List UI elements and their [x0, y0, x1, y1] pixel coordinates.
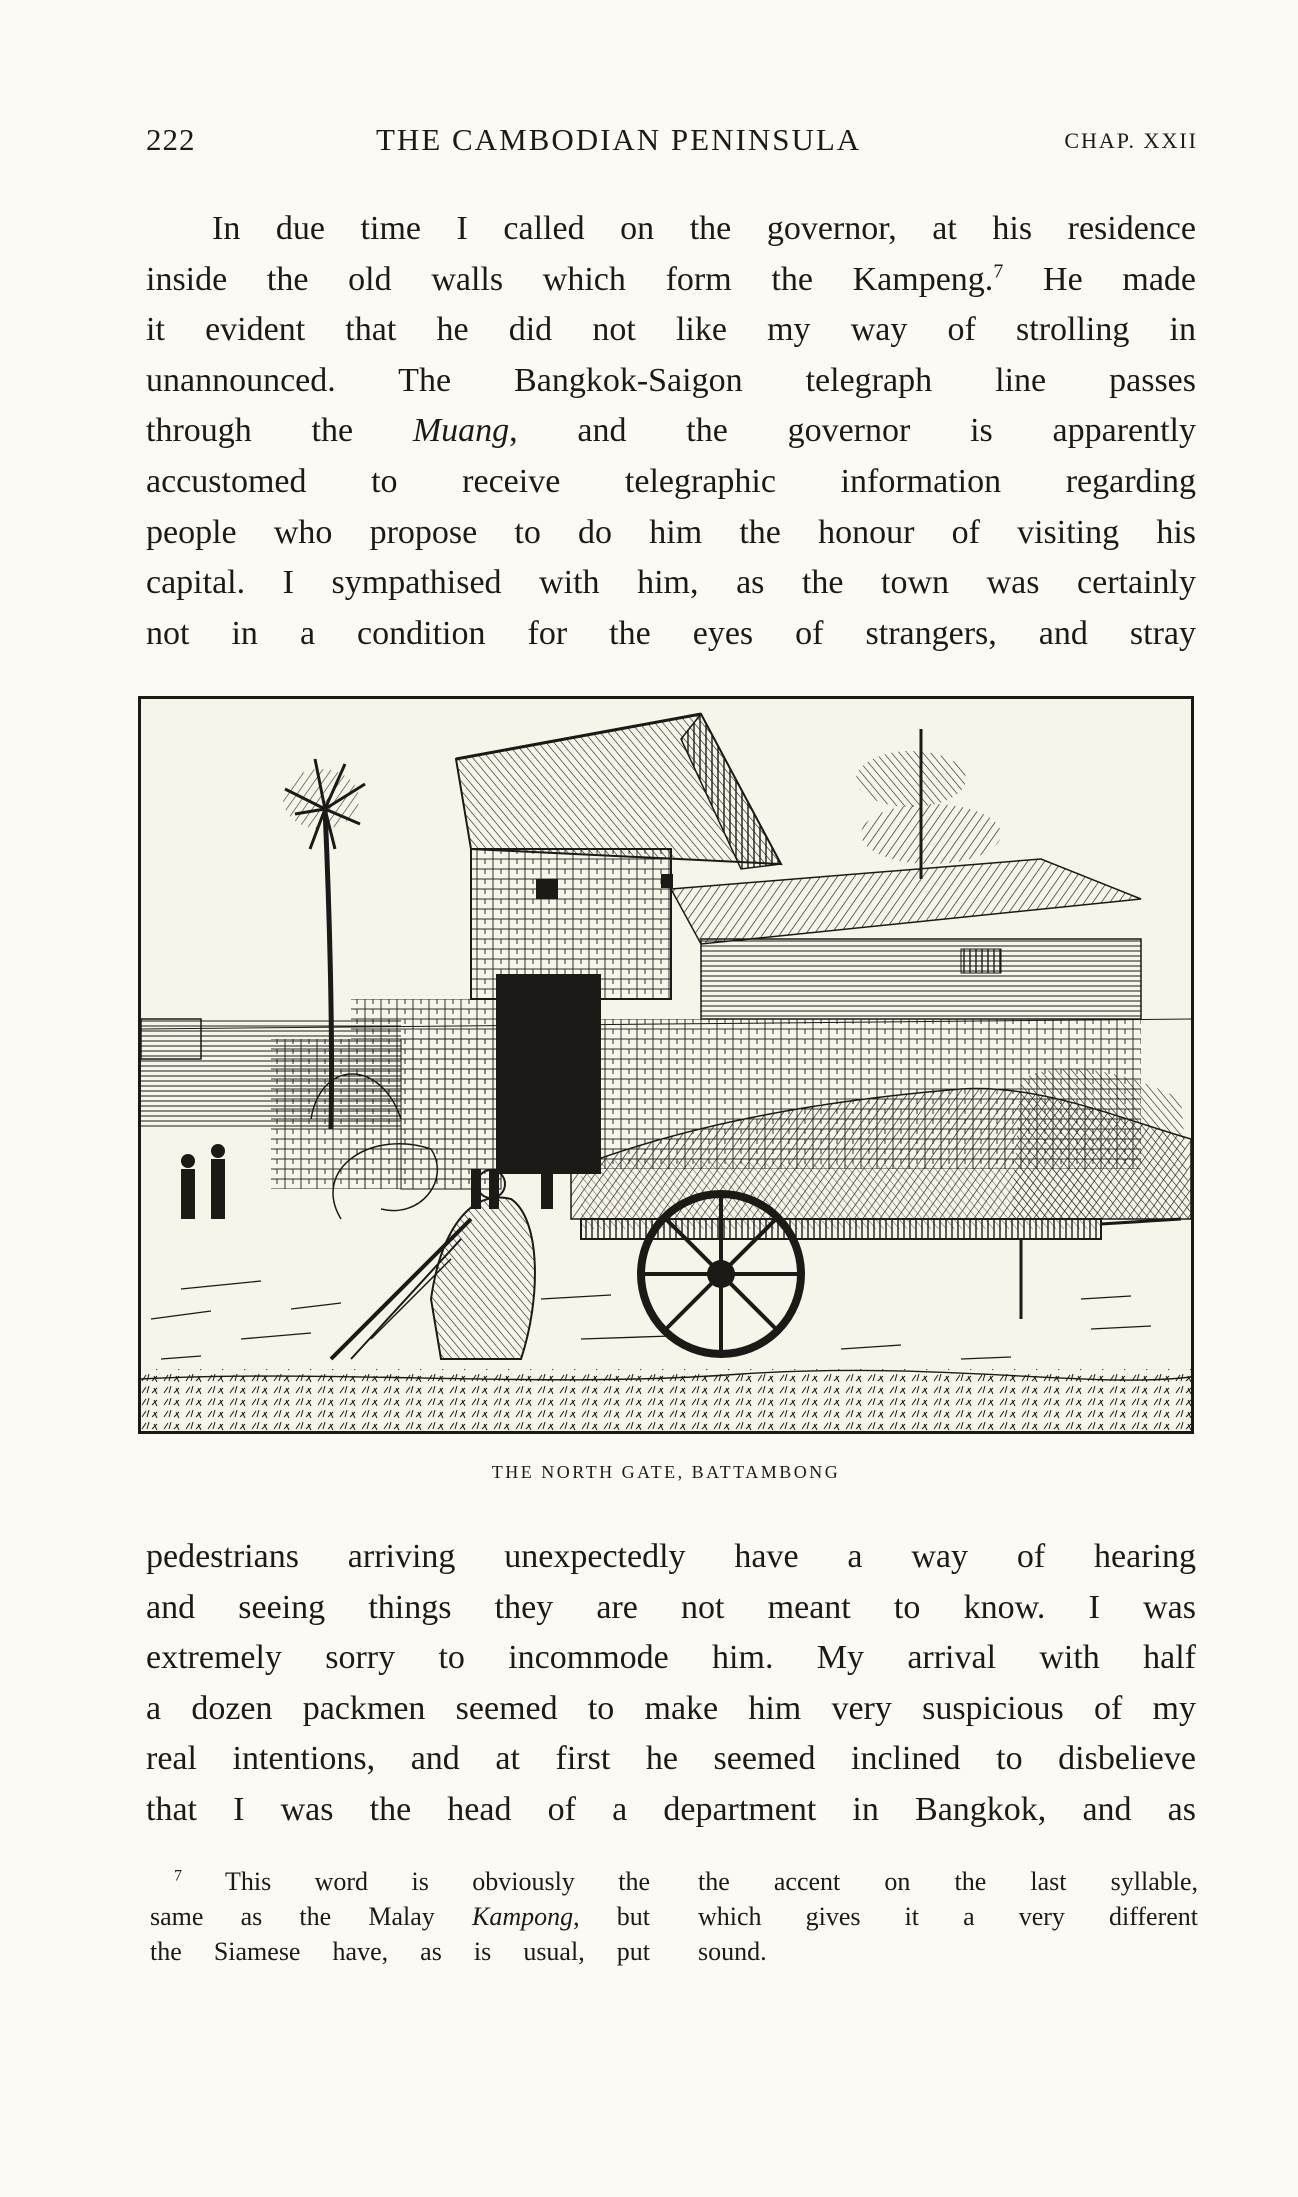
text-line: the accent on the last syllable,: [698, 1867, 1198, 1896]
text-line: pedestrians arriving unexpectedly have a way of hearing: [146, 1538, 1196, 1575]
text-line: $^7$ This word is obviously the: [174, 1867, 650, 1896]
text-line: that I was the head of a department in Bangkok, and as: [146, 1790, 1196, 1828]
italic-term: Muang: [412, 412, 510, 450]
footnote-left-column: [150, 1864, 650, 1969]
paragraph-1: [146, 204, 1196, 659]
text-line: the Siamese have, as is usual, put: [150, 1937, 650, 1966]
text-line: extremely sorry to incommode him. My arrival with half: [146, 1639, 1196, 1677]
text-line: unannounced. The Bangkok-Saigon telegraph line passes: [146, 361, 1196, 399]
page-number: 222: [146, 122, 196, 157]
text-line: accustomed to receive telegraphic information regarding: [146, 462, 1196, 500]
chapter-label: CHAP. XXII: [1064, 128, 1198, 153]
text-line: and seeing things they are not meant to know. I was: [146, 1588, 1196, 1626]
text-line: people who propose to do him the honour of visiting his: [146, 513, 1196, 551]
text-line: inside the old walls which form the Kampeng.$^7$ He made: [146, 260, 1196, 298]
paragraph-2: [146, 1532, 1196, 1836]
running-header: [146, 122, 1198, 162]
north-gate-illustration: [138, 696, 1194, 1434]
engraving-drawing: [141, 699, 1191, 1431]
text-line: same as the Malay Kampong, but: [150, 1902, 651, 1931]
text-line: it evident that he did not like my way of strolling in: [146, 311, 1196, 349]
text-line: real intentions, and at first he seemed inclined to disbelieve: [146, 1740, 1196, 1778]
text-line: which gives it a very different: [698, 1902, 1198, 1931]
text-line: In due time I called on the governor, at his residence: [212, 210, 1196, 247]
italic-term: Kampong: [471, 1902, 574, 1931]
text-line: through the Muang, and the governor is apparently: [146, 412, 1197, 450]
text-line: not in a condition for the eyes of strangers, and stray: [146, 614, 1196, 652]
footnote-right-column: [698, 1864, 1198, 1969]
footnote-marker: 7: [174, 1867, 182, 1885]
running-title: THE CAMBODIAN PENINSULA: [376, 122, 862, 157]
text-line: sound.: [698, 1937, 767, 1966]
text-line: a dozen packmen seemed to make him very suspicious of my: [146, 1689, 1196, 1727]
figure-caption: THE NORTH GATE, BATTAMBONG: [491, 1462, 841, 1482]
text-line: capital. I sympathised with him, as the town was certainly: [146, 564, 1196, 602]
footnote-marker: 7: [993, 260, 1004, 283]
